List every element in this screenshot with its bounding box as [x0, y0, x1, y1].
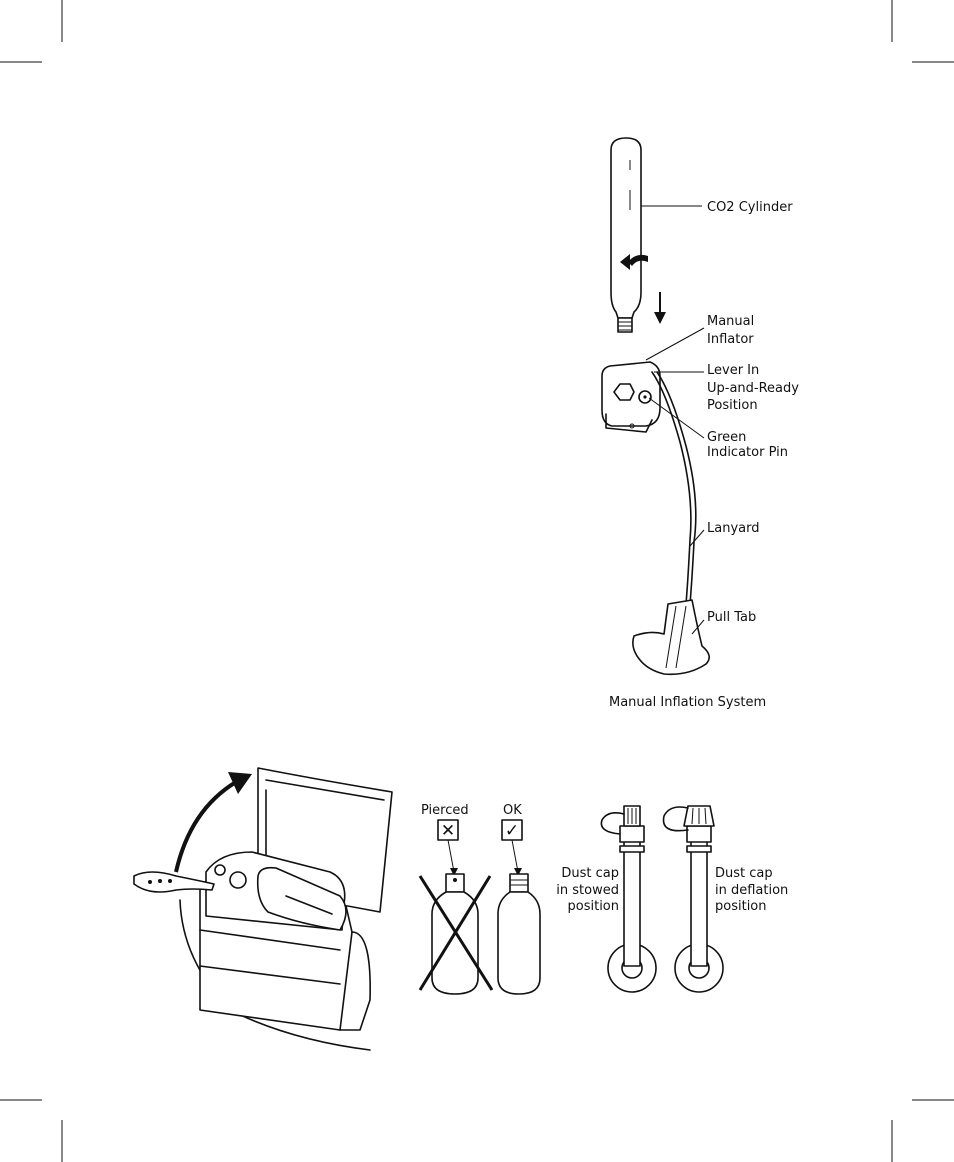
label-stowed-1: Dust cap [561, 866, 619, 881]
label-deflation-3: position [715, 899, 767, 914]
label-deflation-1: Dust cap [715, 866, 773, 881]
label-co2-cylinder: CO2 Cylinder [707, 200, 793, 215]
label-pierced: Pierced [421, 803, 469, 818]
pierced-ok-section [420, 803, 540, 994]
label-ok: OK [503, 803, 522, 818]
figure-caption: Manual Inflation System [609, 695, 767, 710]
label-stowed-2: in stowed [556, 883, 619, 898]
label-manual-inflator-1: Manual [707, 314, 755, 329]
co2-cylinder-drawing [611, 138, 648, 332]
label-manual-inflator-2: Inflator [707, 332, 754, 347]
down-arrow-icon [654, 292, 666, 324]
open-pouch-drawing [134, 768, 392, 1050]
label-green-pin-2: Indicator Pin [707, 445, 788, 460]
label-lever-3: Position [707, 398, 758, 413]
check-mark-icon: ✓ [504, 821, 520, 841]
label-green-pin-1: Green [707, 430, 747, 445]
label-stowed-3: position [567, 899, 619, 914]
label-lanyard: Lanyard [707, 521, 760, 536]
manual-inflator-drawing [602, 362, 660, 432]
label-lever-1: Lever In [707, 363, 760, 378]
dust-cap-labels [556, 866, 788, 914]
pierced-cylinder-drawing [420, 874, 492, 994]
cross-mark-icon: ✕ [440, 821, 456, 841]
label-deflation-2: in deflation [715, 883, 789, 898]
label-lever-2: Up-and-Ready [707, 381, 799, 396]
ok-cylinder-drawing [498, 874, 540, 994]
pull-tab-drawing [633, 600, 709, 674]
label-pull-tab: Pull Tab [707, 610, 757, 625]
